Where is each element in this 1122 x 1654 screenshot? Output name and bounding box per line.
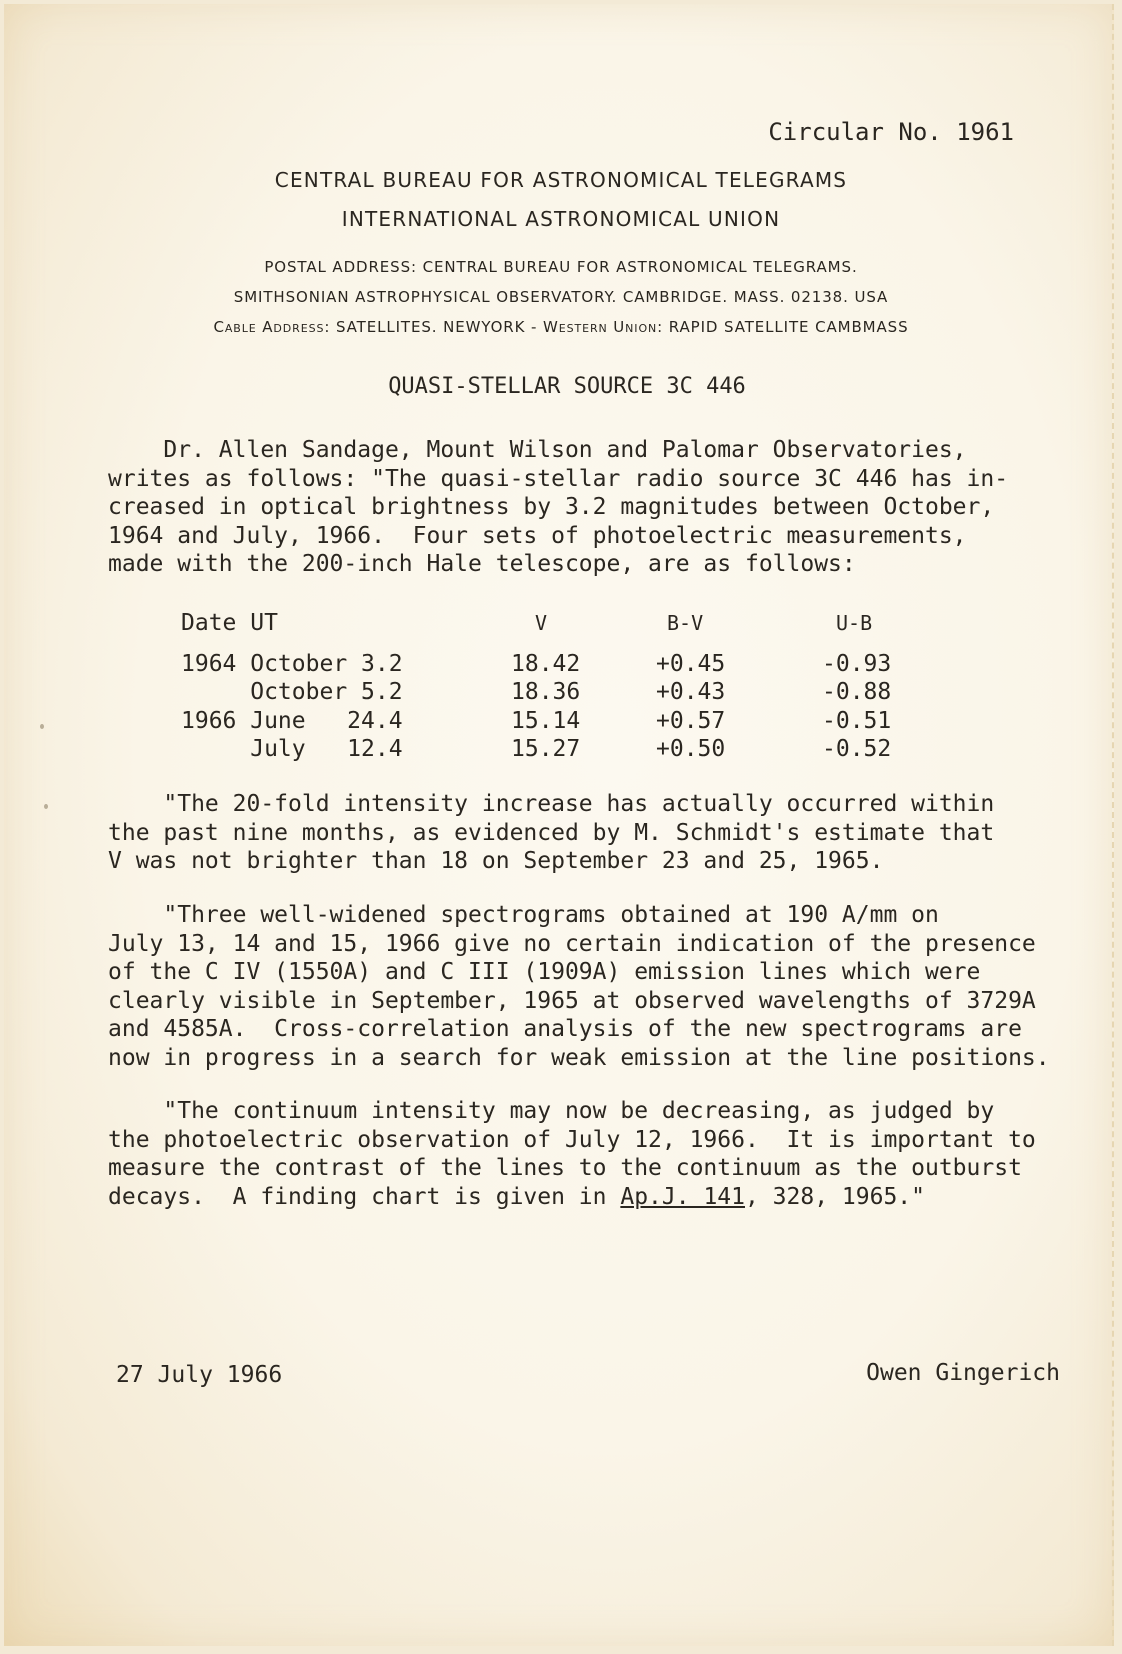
postal-address-line-2: SMITHSONIAN ASTROPHYSICAL OBSERVATORY. CAMBRIDGE. MASS. 02138. USA (233, 288, 889, 306)
text-line: July 13, 14 and 15, 1966 give no certain indication of the presence (108, 930, 1036, 957)
table-cell-bv: +0.50 (656, 736, 726, 762)
text-line: V was not brighter than 18 on September 23 and 25, 1965. (108, 848, 884, 874)
union-name: INTERNATIONAL ASTRONOMICAL UNION (341, 207, 781, 231)
table-cell-date: 1964 October 3.2 (181, 651, 403, 677)
table-cell-date: 1966 June 24.4 (181, 708, 403, 734)
table-cell-v: 18.36 (511, 679, 581, 705)
table-header-date: Date UT (181, 610, 278, 636)
text-line: decays. A finding chart is given in (108, 1183, 621, 1210)
circular-number: Circular No. 1961 (768, 118, 1014, 146)
text-line: and 4585A. Cross-correlation analysis of the new spectrograms are (108, 1016, 1022, 1042)
table-header-v: V (535, 611, 548, 635)
text-line: the photoelectric observation of July 12, 1966. It is important to (108, 1126, 1036, 1153)
table-cell-v: 15.14 (511, 708, 581, 734)
text-line: made with the 200-inch Hale telescope, are as follows: (108, 551, 856, 577)
table-cell-bv: +0.43 (656, 679, 726, 705)
table-cell-ub: -0.93 (822, 651, 892, 677)
text-line: "The 20-fold intensity increase has actually occurred within (108, 791, 995, 817)
postal-address-line-1: POSTAL ADDRESS: CENTRAL BUREAU FOR ASTRONOMICAL TELEGRAMS. (264, 258, 858, 276)
journal-reference: Ap.J. 141 (620, 1183, 745, 1210)
text-line: writes as follows: "The quasi-stellar radio source 3C 446 has in- (108, 465, 1009, 492)
table-cell-ub: -0.51 (822, 708, 892, 734)
text-line: the past nine months, as evidenced by M. Schmidt's estimate that (108, 819, 995, 846)
table-cell-date: October 5.2 (181, 679, 403, 705)
text-line: "Three well-widened spectrograms obtained at 190 A/mm on (108, 902, 939, 928)
text-line: "The continuum intensity may now be decreasing, as judged by (108, 1098, 995, 1124)
text-line: Dr. Allen Sandage, Mount Wilson and Palomar Observatories, (108, 437, 967, 463)
circular-date: 27 July 1966 (116, 1362, 283, 1388)
paragraph-continuum (108, 1097, 1036, 1211)
cable-address: Cable Address: SATELLITES. NEWYORK - Western Union: RAPID SATELLITE CAMBMASS (213, 318, 909, 336)
table-header-bv: B-V (667, 611, 704, 635)
text-line: of the C IV (1550A) and C III (1909A) emission lines which were (108, 959, 981, 985)
text-line: , 328, 1965." (744, 1183, 925, 1210)
table-cell-date: July 12.4 (181, 736, 403, 762)
table-cell-bv: +0.57 (656, 708, 726, 734)
table-cell-v: 18.42 (511, 651, 581, 677)
text-line: clearly visible in September, 1965 at observed wavelengths of 3729A (108, 987, 1036, 1014)
text-line: creased in optical brightness by 3.2 magnitudes between October, (108, 494, 995, 520)
text-line: measure the contrast of the lines to the continuum as the outburst (108, 1155, 1022, 1181)
text-line: now in progress in a search for weak emission at the line positions. (108, 1044, 1050, 1071)
table-cell-bv: +0.45 (656, 651, 726, 677)
paragraph-spectrograms (108, 901, 1050, 1072)
text-line: 1964 and July, 1966. Four sets of photoelectric measurements, (108, 522, 967, 549)
table-cell-ub: -0.52 (822, 736, 892, 762)
table-header-ub: U-B (836, 611, 873, 635)
table-cell-v: 15.27 (511, 736, 581, 762)
circular-title: QUASI-STELLAR SOURCE 3C 446 (388, 374, 746, 399)
table-cell-ub: -0.88 (822, 679, 892, 705)
organization-name: CENTRAL BUREAU FOR ASTRONOMICAL TELEGRAMS (274, 168, 848, 192)
paragraph-intensity (108, 790, 994, 876)
signature: Owen Gingerich (866, 1360, 1060, 1386)
